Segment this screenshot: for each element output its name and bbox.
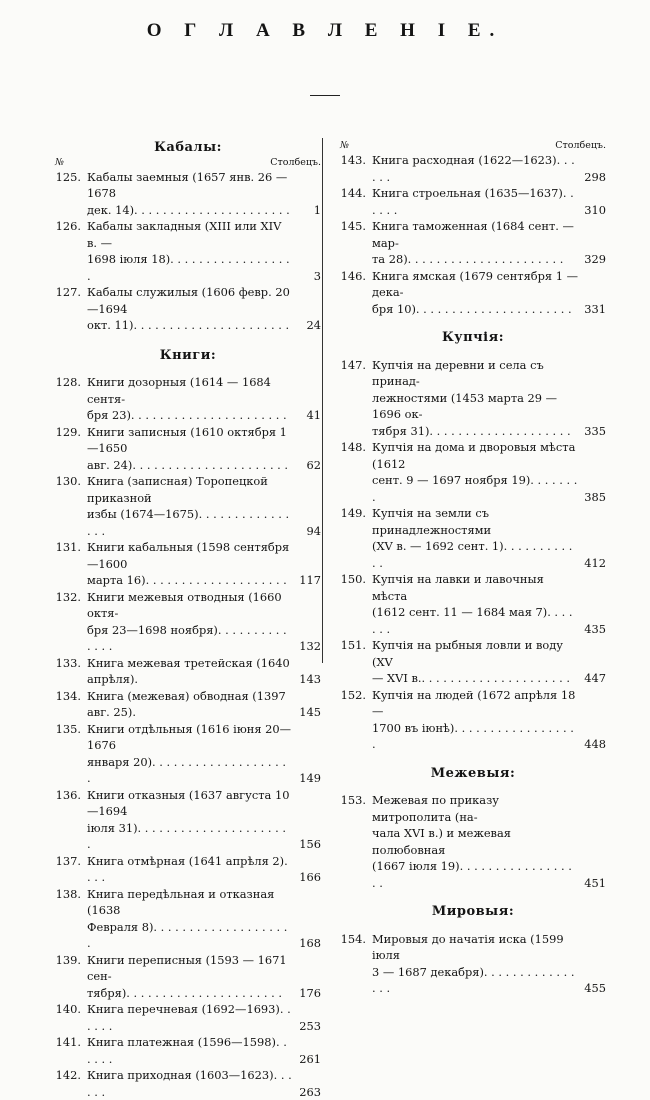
entry-page: 3	[293, 268, 321, 285]
entry-number: 141.	[55, 1034, 87, 1051]
entry-page: 1	[293, 202, 321, 219]
entry-text: Книги межевыя отводныя (1660 октя- бря 23—1698 ноября). . . . . . . . . . . . . .	[87, 589, 293, 655]
entry-page: 298	[578, 169, 606, 186]
toc-entry	[55, 374, 321, 424]
entry-number: 144.	[340, 185, 372, 202]
entry-number: 149.	[340, 505, 372, 522]
entry-text: Купчія на рыбныя ловли и воду (XV — XVI в.. . . . . . . . . . . . . . . . . . . . .	[372, 637, 578, 687]
column-divider	[322, 138, 323, 663]
entry-number: 134.	[55, 688, 87, 705]
entry-text: Книги записныя (1610 октября 1—1650 авг. 24). . . . . . . . . . . . . . . . . . . . . .	[87, 424, 293, 474]
entry-page: 335	[578, 423, 606, 440]
toc-entry	[340, 357, 606, 440]
entry-text: Книга таможенная (1684 сент. — мар- та 28). . . . . . . . . . . . . . . . . . . . . .	[372, 218, 578, 268]
entry-number: 131.	[55, 539, 87, 556]
entry-number: 146.	[340, 268, 372, 285]
toc-entry	[55, 886, 321, 952]
entry-page: 62	[293, 457, 321, 474]
title-rule	[310, 95, 340, 96]
entry-number: 148.	[340, 439, 372, 456]
entry-number: 153.	[340, 792, 372, 809]
toc-entry	[340, 152, 606, 185]
toc-entry	[55, 787, 321, 853]
entry-page: 253	[293, 1018, 321, 1035]
entry-page: 261	[293, 1051, 321, 1068]
entry-number: 133.	[55, 655, 87, 672]
number-label: №	[55, 157, 64, 169]
entry-text: Мировыя до начатія иска (1599 іюля 3 — 1687 декабря). . . . . . . . . . . . . . . .	[372, 931, 578, 997]
toc-entry	[55, 853, 321, 886]
entry-page: 412	[578, 555, 606, 572]
toc-entry	[55, 473, 321, 539]
entry-number: 150.	[340, 571, 372, 588]
toc-entry	[55, 1001, 321, 1034]
entry-number: 126.	[55, 218, 87, 235]
entry-page: 310	[578, 202, 606, 219]
toc-entry	[340, 505, 606, 571]
entry-text: Кабалы заемныя (1657 янв. 26 — 1678 дек. 14). . . . . . . . . . . . . . . . . . . . . .	[87, 169, 293, 219]
toc-entry	[340, 571, 606, 637]
toc-entry	[55, 424, 321, 474]
entry-page: 455	[578, 980, 606, 997]
toc-entry	[340, 687, 606, 753]
entry-text: Книга платежная (1596—1598). . . . . .	[87, 1034, 293, 1067]
section-heading: Купчія:	[340, 330, 606, 347]
entry-text: Книга строельная (1635—1637). . . . . .	[372, 185, 578, 218]
entry-page: 451	[578, 875, 606, 892]
entry-number: 140.	[55, 1001, 87, 1018]
section-heading: Кабалы:	[55, 140, 321, 157]
toc-entry	[340, 637, 606, 687]
column-label: Столбецъ.	[555, 140, 606, 152]
entry-text: Купчія на деревни и села съ принад- лежностями (1453 марта 29 — 1696 ок- тября 31). . . . . . . . . . . . . . . . . . . .	[372, 357, 578, 440]
entry-text: Книга межевая третейская (1640 апрѣля).	[87, 655, 293, 688]
entry-number: 152.	[340, 687, 372, 704]
entry-number: 154.	[340, 931, 372, 948]
entry-page: 331	[578, 301, 606, 318]
entry-number: 145.	[340, 218, 372, 235]
entry-number: 125.	[55, 169, 87, 186]
entry-number: 138.	[55, 886, 87, 903]
entry-text: Книги отдѣльныя (1616 іюня 20—1676 января 20). . . . . . . . . . . . . . . . . . . .	[87, 721, 293, 787]
section-heading: Мировыя:	[340, 904, 606, 921]
entry-text: Книги отказныя (1637 августа 10—1694 іюля 31). . . . . . . . . . . . . . . . . . . . . .	[87, 787, 293, 853]
entry-page: 143	[293, 671, 321, 688]
toc-entry	[340, 185, 606, 218]
entry-page: 447	[578, 670, 606, 687]
entry-text: Книга приходная (1603—1623). . . . . .	[87, 1067, 293, 1100]
entry-page: 156	[293, 836, 321, 853]
entry-number: 135.	[55, 721, 87, 738]
toc-entry	[55, 1067, 321, 1100]
entry-text: Кабалы закладныя (XIII или XIV в. — 1698 іюля 18). . . . . . . . . . . . . . . . . .	[87, 218, 293, 284]
entry-page: 132	[293, 638, 321, 655]
toc-entry	[55, 721, 321, 787]
entry-page: 24	[293, 317, 321, 334]
entry-number: 127.	[55, 284, 87, 301]
toc-entry	[55, 539, 321, 589]
left-column	[55, 140, 321, 1100]
entry-text: Кабалы служилыя (1606 февр. 20—1694 окт. 11). . . . . . . . . . . . . . . . . . . . . .	[87, 284, 293, 334]
toc-entry	[340, 792, 606, 891]
page-title: О Г Л А В Л Е Н I Е.	[0, 20, 650, 42]
entry-page: 41	[293, 407, 321, 424]
entry-text: Книга ямская (1679 сентября 1 — дека- бря 10). . . . . . . . . . . . . . . . . . . . . .	[372, 268, 578, 318]
entry-number: 142.	[55, 1067, 87, 1084]
entry-number: 143.	[340, 152, 372, 169]
entry-page: 329	[578, 251, 606, 268]
entry-page: 176	[293, 985, 321, 1002]
section-heading: Книги:	[55, 348, 321, 365]
entry-number: 136.	[55, 787, 87, 804]
entry-number: 137.	[55, 853, 87, 870]
entry-number: 139.	[55, 952, 87, 969]
column-header-row	[340, 140, 606, 152]
entry-text: Межевая по приказу митрополита (на- чала XVI в.) и межевая полюбовная (1667 іюля 19). . . . . . . . . . . . . . . . . .	[372, 792, 578, 891]
section-heading: Межевыя:	[340, 766, 606, 783]
toc-entry	[340, 439, 606, 505]
entry-page: 435	[578, 621, 606, 638]
entry-page: 168	[293, 935, 321, 952]
entry-page: 448	[578, 736, 606, 753]
entry-text: Книга расходная (1622—1623). . . . . .	[372, 152, 578, 185]
toc-entry	[340, 268, 606, 318]
entry-number: 128.	[55, 374, 87, 391]
toc-entry	[340, 931, 606, 997]
entry-number: 147.	[340, 357, 372, 374]
number-label: №	[340, 140, 349, 152]
toc-entry	[55, 589, 321, 655]
entry-number: 129.	[55, 424, 87, 441]
toc-entry	[55, 218, 321, 284]
entry-text: Книги переписныя (1593 — 1671 сен- тября). . . . . . . . . . . . . . . . . . . . . .	[87, 952, 293, 1002]
entry-page: 145	[293, 704, 321, 721]
entry-text: Книги дозорныя (1614 — 1684 сентя- бря 23). . . . . . . . . . . . . . . . . . . . . .	[87, 374, 293, 424]
toc-entry	[55, 688, 321, 721]
toc-entry	[55, 169, 321, 219]
entry-text: Купчія на дома и дворовыя мѣста (1612 сент. 9 — 1697 ноября 19). . . . . . . .	[372, 439, 578, 505]
toc-entry	[340, 218, 606, 268]
entry-text: Книга перечневая (1692—1693). . . . . .	[87, 1001, 293, 1034]
entry-text: Купчія на людей (1672 апрѣля 18 — 1700 въ іюнѣ). . . . . . . . . . . . . . . . . .	[372, 687, 578, 753]
entry-text: Книга передѣльная и отказная (1638 Февраля 8). . . . . . . . . . . . . . . . . . . .	[87, 886, 293, 952]
toc-entry	[55, 655, 321, 688]
entry-text: Купчія на земли съ принадлежностями (XV в. — 1692 сент. 1). . . . . . . . . . . .	[372, 505, 578, 571]
entry-text: Книга отмѣрная (1641 апрѣля 2). . . .	[87, 853, 293, 886]
toc-entry	[55, 1034, 321, 1067]
entry-text: Книга (записная) Торопецкой приказной избы (1674—1675). . . . . . . . . . . . . . . .	[87, 473, 293, 539]
column-header-row	[55, 157, 321, 169]
entry-text: Книги кабальныя (1598 сентября—1600 марта 16). . . . . . . . . . . . . . . . . . . .	[87, 539, 293, 589]
entry-page: 117	[293, 572, 321, 589]
entry-number: 132.	[55, 589, 87, 606]
entry-number: 130.	[55, 473, 87, 490]
entry-text: Книга (межевая) обводная (1397 авг. 25).	[87, 688, 293, 721]
entry-page: 166	[293, 869, 321, 886]
entry-page: 385	[578, 489, 606, 506]
toc-entry	[55, 952, 321, 1002]
entry-page: 149	[293, 770, 321, 787]
column-label: Столбецъ.	[270, 157, 321, 169]
right-column	[340, 140, 606, 997]
toc-entry	[55, 284, 321, 334]
entry-page: 263	[293, 1084, 321, 1100]
entry-text: Купчія на лавки и лавочныя мѣста (1612 сент. 11 — 1684 мая 7). . . . . . .	[372, 571, 578, 637]
entry-page: 94	[293, 523, 321, 540]
entry-number: 151.	[340, 637, 372, 654]
